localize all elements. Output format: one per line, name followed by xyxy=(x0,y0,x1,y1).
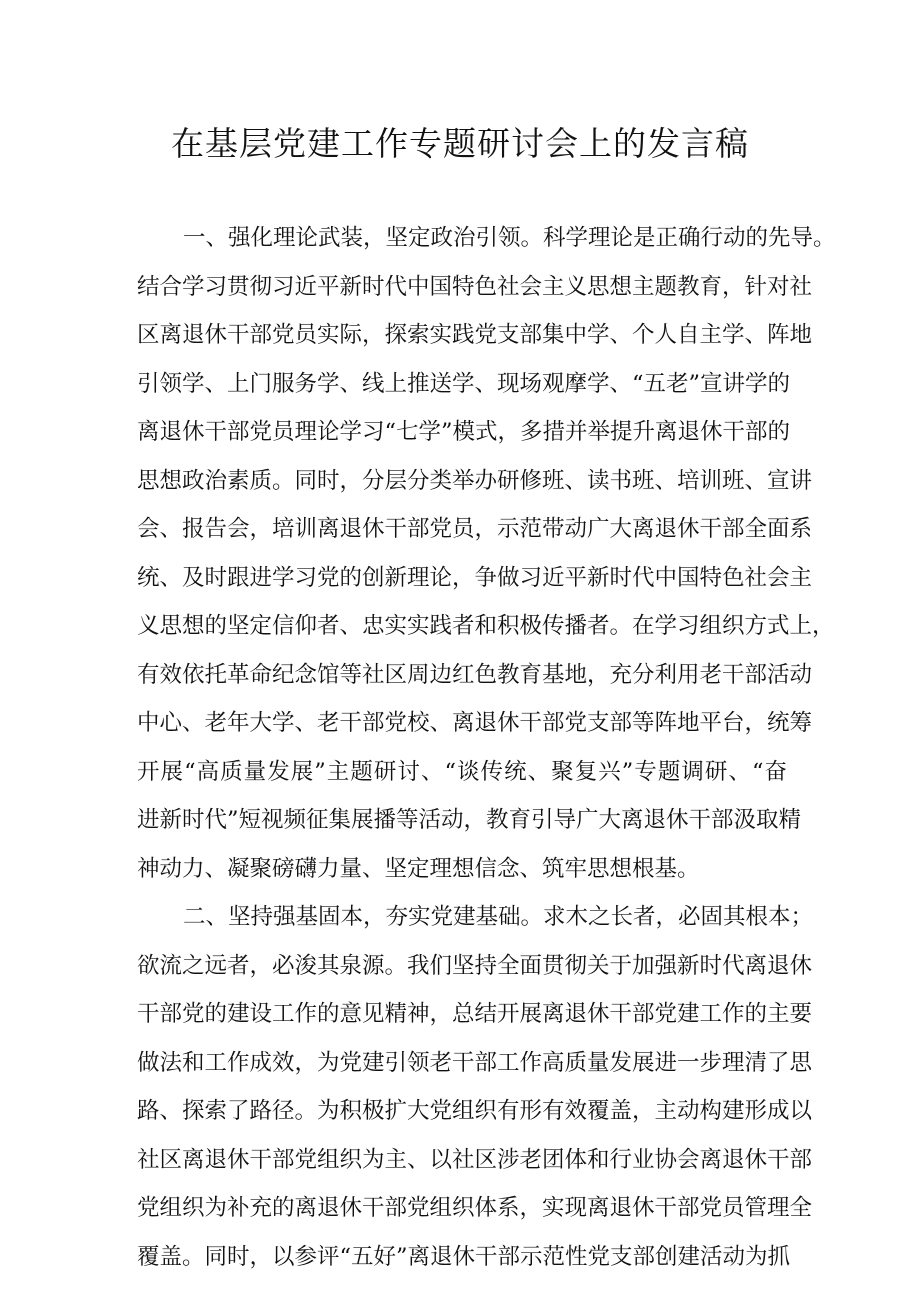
paragraph-line: 义思想的坚定信仰者、忠实实践者和积极传播者。在学习组织方式上， xyxy=(137,613,835,639)
paragraph-line: 干部党的建设工作的意见精神，总结开展离退休干部党建工作的主要 xyxy=(137,1001,813,1027)
paragraph-line: 党组织为补充的离退休干部党组织体系，实现离退休干部党员管理全 xyxy=(137,1195,813,1221)
paragraph-first-line: 一、强化理论武装，坚定政治引领。科学理论是正确行动的先导。 xyxy=(183,225,836,251)
document-title: 在基层党建工作专题研讨会上的发言稿 xyxy=(171,124,749,163)
paragraph-line: 结合学习贯彻习近平新时代中国特色社会主义思想主题教育，针对社 xyxy=(137,273,813,300)
paragraph-line: 中心、老年大学、老干部党校、离退休干部党支部等阵地平台，统筹 xyxy=(137,710,813,736)
paragraph-line: 社区离退休干部党组织为主、以社区涉老团体和行业协会离退休干部 xyxy=(137,1146,813,1173)
paragraph-line: 会、报告会，培训离退休干部党员，示范带动广大离退休干部全面系 xyxy=(137,516,813,542)
paragraph-line: 引领学、上门服务学、线上推送学、现场观摩学、“五老”宣讲学的 xyxy=(137,370,791,397)
document-body xyxy=(137,214,836,1281)
paragraph-line: 离退休干部党员理论学习“七学”模式，多措并举提升离退休干部的 xyxy=(137,419,791,445)
paragraph-line: 统、及时跟进学习党的创新理论，争做习近平新时代中国特色社会主 xyxy=(137,564,813,591)
paragraph-line: 路、探索了路径。为积极扩大党组织有形有效覆盖，主动构建形成以 xyxy=(137,1098,813,1124)
paragraph-line: 开展“高质量发展”主题研讨、“谈传统、聚复兴”专题调研、“奋 xyxy=(137,758,787,785)
paragraph-line: 区离退休干部党员实际，探索实践党支部集中学、个人自主学、阵地 xyxy=(137,322,813,348)
paragraph-line: 欲流之远者，必浚其泉源。我们坚持全面贯彻关于加强新时代离退休 xyxy=(137,952,813,979)
paragraph-first-line: 二、坚持强基固本，夯实党建基础。求木之长者，必固其根本； xyxy=(183,904,814,930)
paragraph-line: 进新时代”短视频征集展播等活动，教育引导广大离退休干部汲取精 xyxy=(137,807,802,833)
paragraph-line: 覆盖。同时，以参评“五好”离退休干部示范性党支部创建活动为抓 xyxy=(137,1243,791,1270)
paragraph-line: 有效依托革命纪念馆等社区周边红色教育基地，充分利用老干部活动 xyxy=(137,661,813,688)
paragraph-line: 神动力、凝聚磅礴力量、坚定理想信念、筑牢思想根基。 xyxy=(137,855,700,882)
paragraph-line: 思想政治素质。同时，分层分类举办研修班、读书班、培训班、宣讲 xyxy=(137,467,813,494)
paragraph-line: 做法和工作成效，为党建引领老干部工作高质量发展进一步理清了思 xyxy=(137,1049,813,1076)
